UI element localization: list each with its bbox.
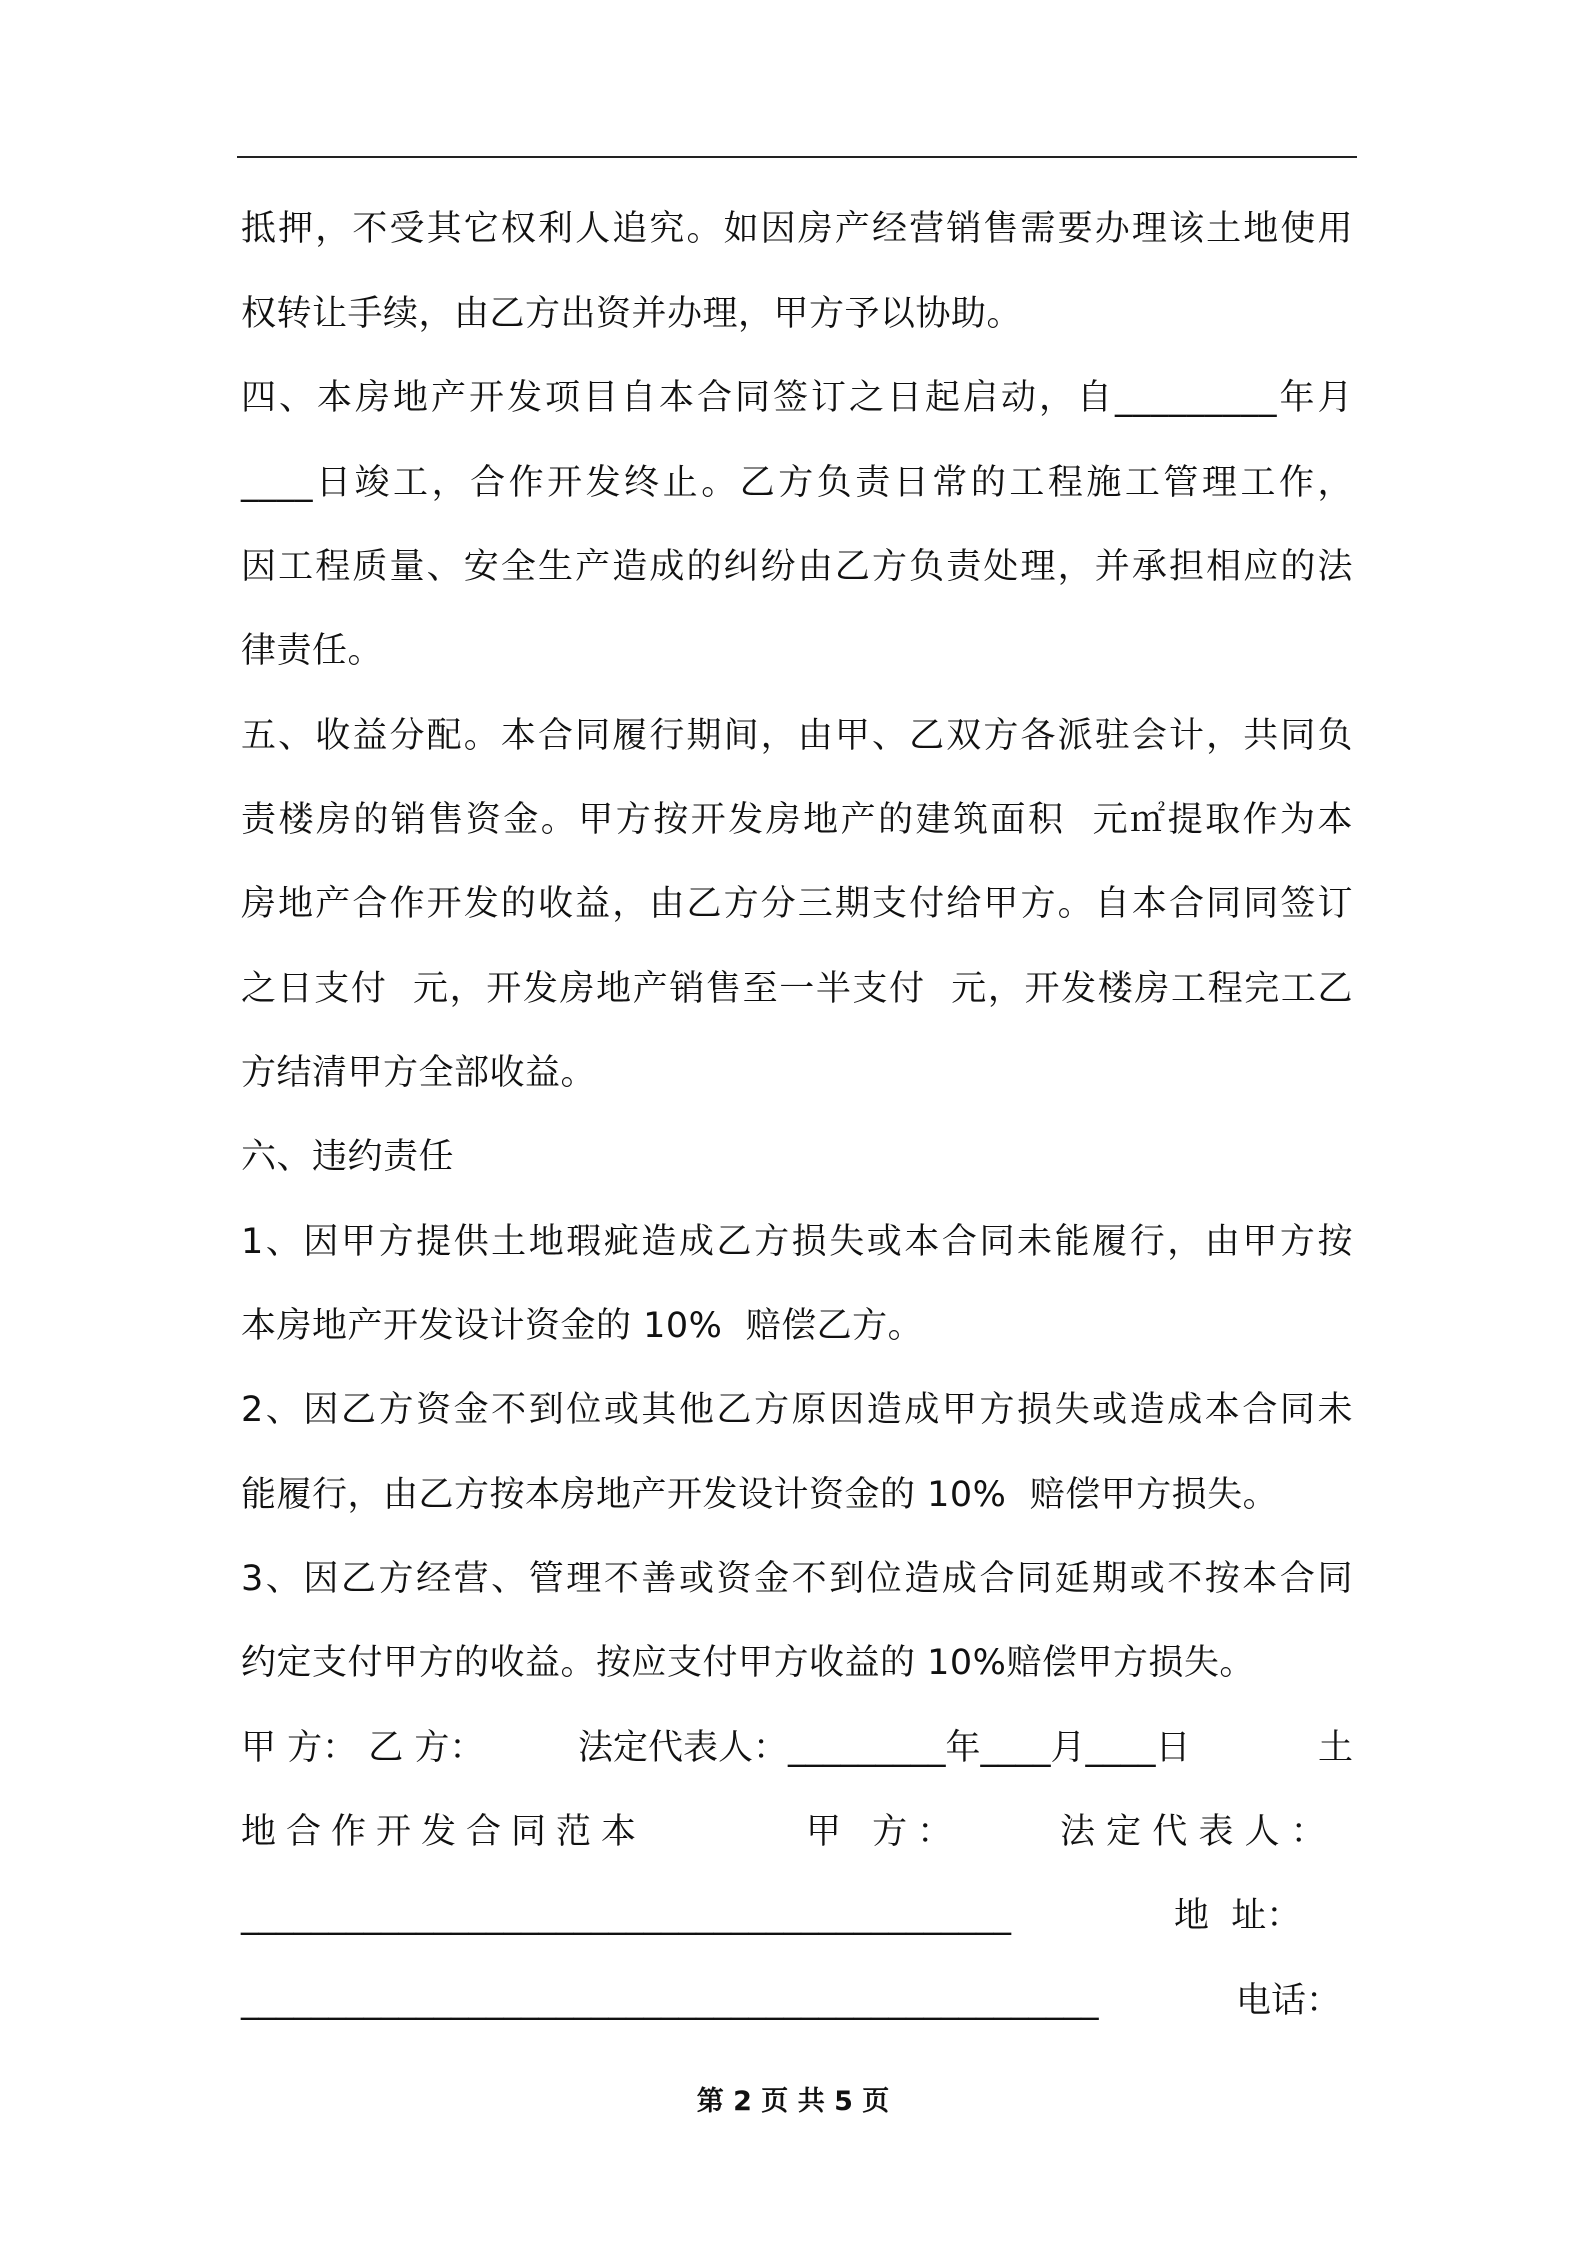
- body-line: 因工程质量、安全生产造成的纠纷由乙方负责处理，并承担相应的法: [241, 547, 1353, 587]
- body-line: 约定支付甲方的收益。按应支付甲方收益的 10%赔偿甲方损失。: [241, 1643, 1255, 1683]
- body-line: 本房地产开发设计资金的 10% 赔偿乙方。: [241, 1306, 924, 1346]
- contract-title-line: 地合作开发合同范本: [241, 1812, 647, 1852]
- body-line: 权转让手续，由乙方出资并办理，甲方予以协助。: [241, 294, 1023, 334]
- body-line: ____日竣工，合作开发终止。乙方负责日常的工程施工管理工作，: [241, 463, 1353, 503]
- body-line: 方结清甲方全部收益。: [241, 1053, 597, 1093]
- representative-date-line: 法定代表人：_________年____月____日: [578, 1728, 1191, 1768]
- body-line: 2、因乙方资金不到位或其他乙方原因造成甲方损失或造成本合同未: [241, 1390, 1353, 1430]
- body-line: 抵押，不受其它权利人追究。如因房产经营销售需要办理该土地使用: [241, 209, 1353, 249]
- party-labels: 甲 方： 乙 方：: [241, 1728, 485, 1768]
- body-line: 能履行，由乙方按本房地产开发设计资金的 10% 赔偿甲方损失。: [241, 1475, 1279, 1515]
- body-line: 四、本房地产开发项目自本合同签订之日起启动，自_________年月: [241, 378, 1353, 418]
- party-a-label: 甲 方：: [806, 1812, 963, 1852]
- body-line: 1、因甲方提供土地瑕疵造成乙方损失或本合同未能履行，由甲方按: [241, 1222, 1353, 1262]
- body-line: 责楼房的销售资金。甲方按开发房地产的建筑面积 元㎡提取作为本: [241, 800, 1353, 840]
- address-blank: ____________________________________________: [241, 1896, 1011, 1936]
- body-line: 五、收益分配。本合同履行期间，由甲、乙双方各派驻会计，共同负: [241, 716, 1353, 756]
- body-line: 房地产合作开发的收益，由乙方分三期支付给甲方。自本合同同签订: [241, 884, 1353, 924]
- body-line: 3、因乙方经营、管理不善或资金不到位造成合同延期或不按本合同: [241, 1559, 1353, 1599]
- title-fragment: 土: [1318, 1728, 1354, 1768]
- page-number: 第 2 页 共 5 页: [696, 2086, 890, 2117]
- body-line: 六、违约责任: [241, 1137, 455, 1177]
- phone-label: 电话：: [1236, 1981, 1342, 2021]
- header-rule: [237, 156, 1357, 158]
- address-label: 地 址：: [1174, 1896, 1302, 1936]
- body-line: 律责任。: [241, 631, 384, 671]
- body-line: 之日支付 元，开发房地产销售至一半支付 元，开发楼房工程完工乙: [241, 969, 1353, 1009]
- phone-blank: _________________________________________________: [241, 1981, 1099, 2021]
- legal-representative-label: 法 定 代 表 人 ：: [1060, 1812, 1326, 1852]
